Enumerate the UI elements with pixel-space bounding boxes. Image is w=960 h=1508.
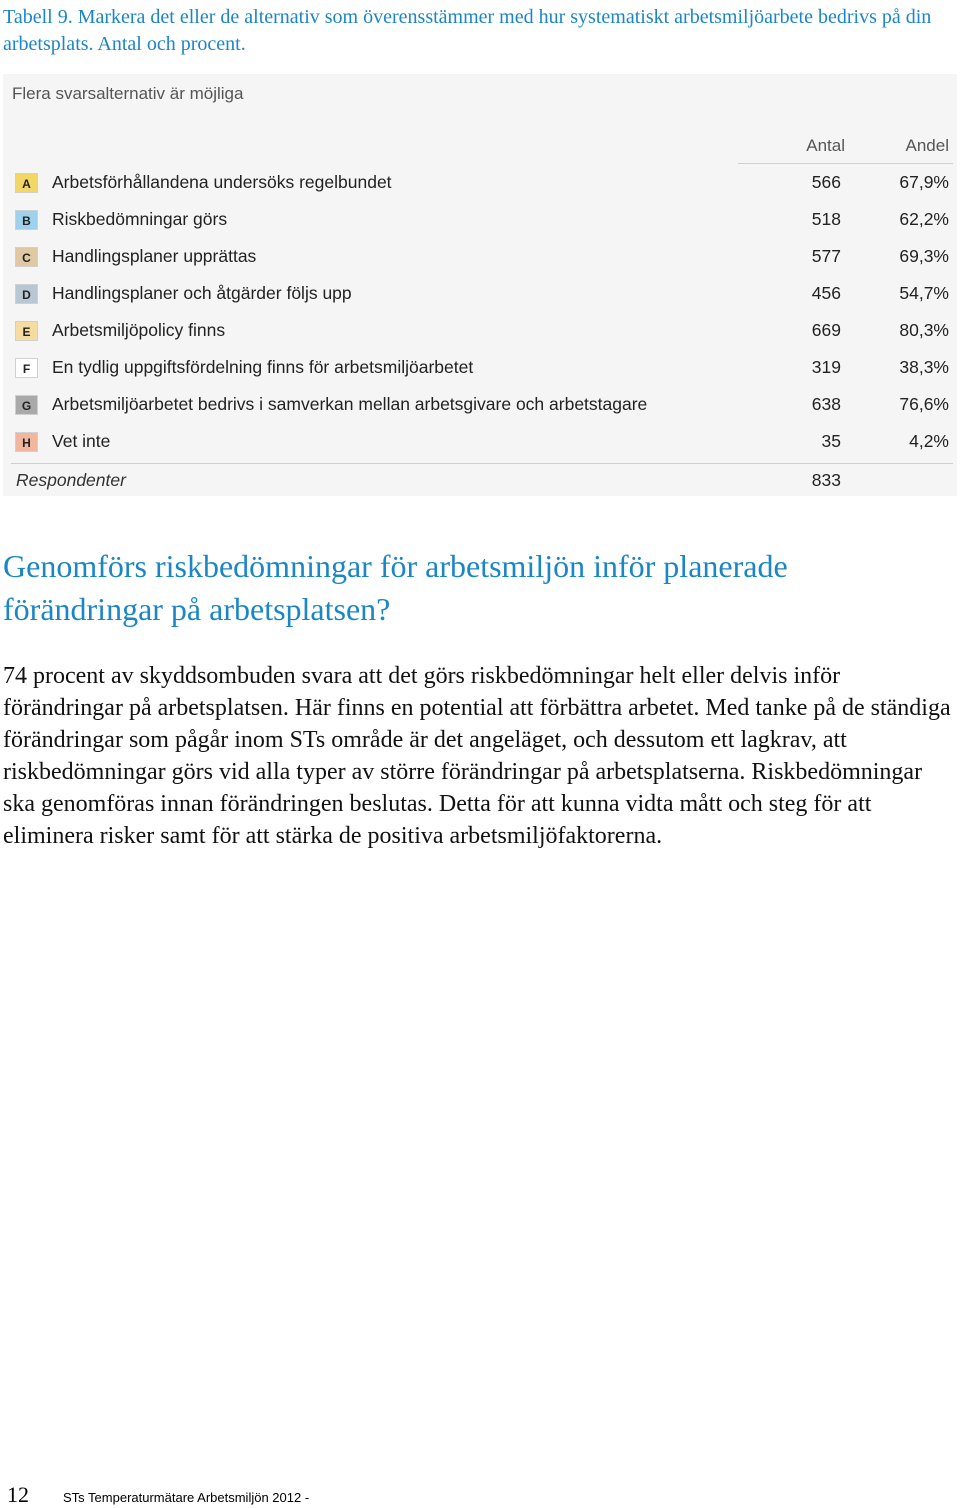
table-caption: Tabell 9. Markera det eller de alternativ som överensstämmer med hur systematiskt arbetsmiljöarbete bedrivs på din arbetsplats. Antal och procent. [3,6,932,55]
option-label: Arbetsmiljöarbetet bedrivs i samverkan mellan arbetsgivare och arbetstagare [52,394,648,414]
column-header-count: Antal [806,136,845,155]
option-letter-badge: D [15,284,38,304]
section-heading: Genomförs riskbedömningar för arbetsmiljön inför planerade förändringar på arbetsplatsen? [3,548,788,627]
option-share: 76,6% [899,394,949,414]
column-header-share: Andel [905,136,949,155]
option-letter-badge: A [15,173,38,193]
option-share: 62,2% [899,209,949,229]
option-count: 35 [821,431,841,451]
option-share: 67,9% [899,172,949,192]
option-label: Riskbedömningar görs [52,209,228,229]
table-row [3,239,957,276]
option-label: Arbetsmiljöpolicy finns [52,320,226,340]
option-count: 319 [811,357,841,377]
body-paragraph: 74 procent av skyddsombuden svara att det görs riskbedömningar helt eller delvis inför förändringar på arbetsplatsen. Här finns en potential att förbättra arbetet. Med tanke på de ständiga förändringar som pågår inom STs område är det angeläget, och dessutom ett lagkrav, att riskbedömningar görs vid alla typer av större förändringar på arbetsplatserna. Riskbedömningar ska genomföras innan förändringen beslutas. Detta för att kunna vidta mått och steg för att eliminera risker samt för att stärka de positiva arbetsmiljöfaktorerna. [3,663,951,849]
option-letter-badge: F [15,358,38,378]
option-share: 80,3% [899,320,949,340]
option-count: 669 [811,320,841,340]
option-count: 456 [811,283,841,303]
respondents-divider [11,463,953,464]
option-letter-badge: H [15,432,38,452]
option-letter-badge: C [15,247,38,267]
option-share: 38,3% [899,357,949,377]
header-divider [738,163,953,164]
table-row [3,350,957,387]
option-share: 4,2% [909,431,949,451]
option-share: 69,3% [899,246,949,266]
option-letter-badge: B [15,210,38,230]
option-count: 577 [811,246,841,266]
option-letter-badge: G [15,395,38,415]
option-count: 638 [811,394,841,414]
option-label: En tydlig uppgiftsfördelning finns för arbetsmiljöarbetet [52,357,474,377]
table-row [3,387,957,424]
option-letter-badge: E [15,321,38,341]
option-count: 566 [811,172,841,192]
table-row [3,202,957,239]
option-share: 54,7% [899,283,949,303]
page-number: 12 [7,1482,29,1507]
survey-result-table [3,74,957,496]
table-note: Flera svarsalternativ är möjliga [12,84,244,103]
table-row [3,276,957,313]
footer-title: STs Temperaturmätare Arbetsmiljön 2012 - [63,1490,310,1505]
table-row [3,165,957,202]
option-label: Arbetsförhållandena undersöks regelbundet [52,172,392,192]
respondents-count: 833 [811,470,841,490]
respondents-label: Respondenter [16,470,126,490]
table-row [3,424,957,461]
option-label: Vet inte [52,431,111,451]
option-label: Handlingsplaner upprättas [52,246,257,266]
option-count: 518 [811,209,841,229]
table-row [3,313,957,350]
option-label: Handlingsplaner och åtgärder följs upp [52,283,352,303]
